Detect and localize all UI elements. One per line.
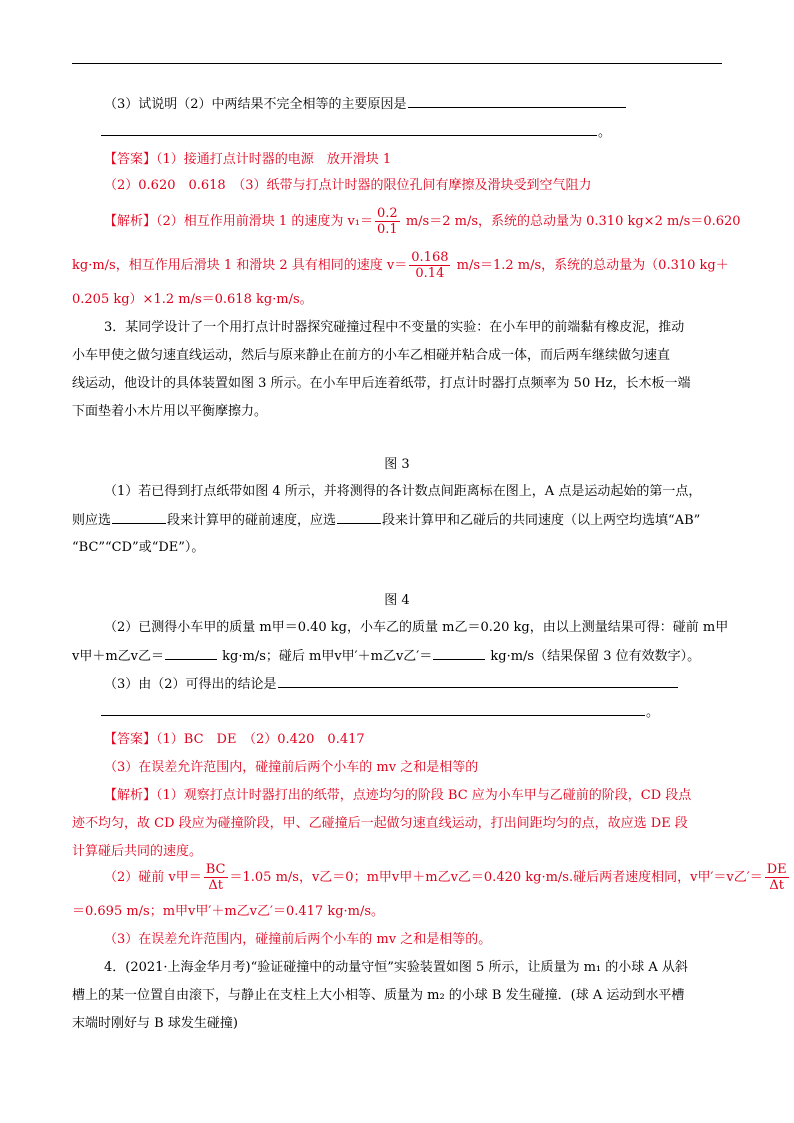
answer-blank bbox=[278, 674, 678, 688]
figure-4-caption: 图 4 bbox=[384, 593, 410, 608]
fraction-de-dt: $\frac{DE}{\Delta t}$ bbox=[766, 862, 787, 893]
answer-blank bbox=[408, 94, 626, 108]
answer-line2-q2: （2）0.620 0.618 （3）纸带与打点计时器的限位孔间有摩擦及滑块受到空气阻力 bbox=[104, 178, 592, 193]
answer-blank bbox=[101, 122, 597, 136]
explanation-q2-line3: 0.205 kg）×1.2 m/s＝0.618 kg·m/s。 bbox=[72, 292, 313, 307]
header-rule bbox=[72, 63, 722, 64]
q4-stem-line2: 槽上的某一位置自由滚下，与静止在支柱上大小相等、质量为 m₂ 的小球 B 发生碰撞．(球 A 运动到水平槽 bbox=[72, 988, 685, 1003]
q2-part3-prompt: （3）试说明（2）中两结果不完全相等的主要原因是 bbox=[104, 97, 407, 112]
answer-blank bbox=[337, 510, 381, 524]
figure-3-caption: 图 3 bbox=[384, 457, 410, 472]
q3-stem-line4: 下面垫着小木片用以平衡摩擦力。 bbox=[72, 404, 268, 419]
q2-part3-line1 bbox=[104, 94, 722, 115]
answer-blank bbox=[101, 702, 645, 716]
explanation-q3-line3: 计算碰后共同的速度。 bbox=[72, 844, 203, 859]
answer-block-q3: 【答案】（1）BC DE （2）0.420 0.417 bbox=[104, 732, 365, 747]
q3-part2-line2: v甲＋m乙v乙＝ kg·m/s；碰后 m甲v甲′＋m乙v乙′＝ kg·m/s（结果保留 3 位有效数字）。 bbox=[72, 646, 722, 667]
q3-part1-line1: （1）若已得到打点纸带如图 4 所示，并将测得的各计数点间距离标在图上，A 点是运动起始的第一点， bbox=[104, 484, 702, 499]
q3-stem-line1: 3．某同学设计了一个用打点计时器探究碰撞过程中不变量的实验：在小车甲的前端黏有橡皮泥，推动 bbox=[104, 320, 685, 335]
q3-part2-line1: （2）已测得小车甲的质量 m甲＝0.40 kg，小车乙的质量 m乙＝0.20 kg，由以上测量结果可得：碰前 m甲 bbox=[104, 620, 729, 635]
fraction-v: $\frac{0.168}{0.14}$ bbox=[411, 250, 449, 281]
explanation-label: 【解析】 bbox=[104, 214, 157, 229]
answer-label: 【答案】 bbox=[104, 732, 157, 747]
answer-blank bbox=[433, 646, 485, 660]
explanation-q2-line1: 【解析】（2）相互作用前滑块 1 的速度为 v₁＝ $\frac{0.2}{0.1}$ m/s＝2 m/s，系统的总动量为 0.310 kg×2 m/s＝0.620 bbox=[104, 206, 741, 237]
explanation-q3-line1: 【解析】（1）观察打点计时器打出的纸带，点迹均匀的阶段 BC 应为小车甲与乙碰前的阶段，CD 段点 bbox=[104, 788, 692, 803]
explanation-q3-part3: （3）在误差允许范围内，碰撞前后两个小车的 mv 之和是相等的。 bbox=[104, 932, 492, 947]
fraction-v1: $\frac{0.2}{0.1}$ bbox=[377, 206, 398, 237]
q2-part3-line2: 。 bbox=[100, 122, 750, 143]
q3-part1-line3: “BC”“CD”或“DE”）。 bbox=[72, 540, 205, 555]
answer-line2-q3: （3）在误差允许范围内，碰撞前后两个小车的 mv 之和是相等的 bbox=[104, 760, 479, 775]
q3-part1-line2: 则应选 段来计算甲的碰前速度，应选 段来计算甲和乙碰后的共同速度（以上两空均选填“AB” bbox=[72, 510, 722, 531]
answer-label: 【答案】 bbox=[104, 152, 157, 167]
q3-stem-line3: 线运动，他设计的具体装置如图 3 所示。在小车甲后连着纸带，打点计时器打点频率为 50 Hz，长木板一端 bbox=[72, 376, 691, 391]
explanation-q2-line2: kg·m/s，相互作用后滑块 1 和滑块 2 具有相同的速度 v＝ $\frac{0.168}{0.14}$ m/s＝1.2 m/s，系统的总动量为（0.310 kg＋ bbox=[72, 250, 729, 281]
explanation-q3-part2-line2: ＝0.695 m/s；m甲v甲′＋m乙v乙′＝0.417 kg·m/s。 bbox=[72, 904, 385, 919]
fraction-bc-dt: $\frac{BC}{\Delta t}$ bbox=[205, 862, 226, 893]
explanation-q3-part2: （2）碰前 v甲＝ $\frac{BC}{\Delta t}$ ＝1.05 m/s，v乙＝0；m甲v甲＋m乙v乙＝0.420 kg·m/s.碰后两者速度相同，v甲′＝v乙′＝ $\frac{DE}{\Delta t}$ bbox=[104, 862, 787, 893]
q3-part3-line1: （3）由（2）可得出的结论是 bbox=[104, 674, 722, 695]
q4-stem-line1: 4．(2021·上海金华月考)“验证碰撞中的动量守恒”实验装置如图 5 所示，让质量为 m₁ 的小球 A 从斜 bbox=[104, 960, 688, 975]
q3-stem-line2: 小车甲使之做匀速直线运动，然后与原来静止在前方的小车乙相碰并粘合成一体，而后两车继续做匀速直 bbox=[72, 348, 671, 363]
explanation-label: 【解析】 bbox=[104, 788, 157, 803]
answer-blank bbox=[165, 646, 217, 660]
answer-blank bbox=[112, 510, 166, 524]
answer-block-q2: 【答案】（1）接通打点计时器的电源 放开滑块 1 bbox=[104, 152, 392, 167]
q4-stem-line3: 末端时刚好与 B 球发生碰撞) bbox=[72, 1016, 238, 1031]
q3-part3-line2: 。 bbox=[100, 702, 750, 723]
explanation-q3-line2: 迹不均匀，故 CD 段应为碰撞阶段，甲、乙碰撞后一起做匀速直线运动，打出间距均匀的点，故应选 DE 段 bbox=[72, 816, 688, 831]
